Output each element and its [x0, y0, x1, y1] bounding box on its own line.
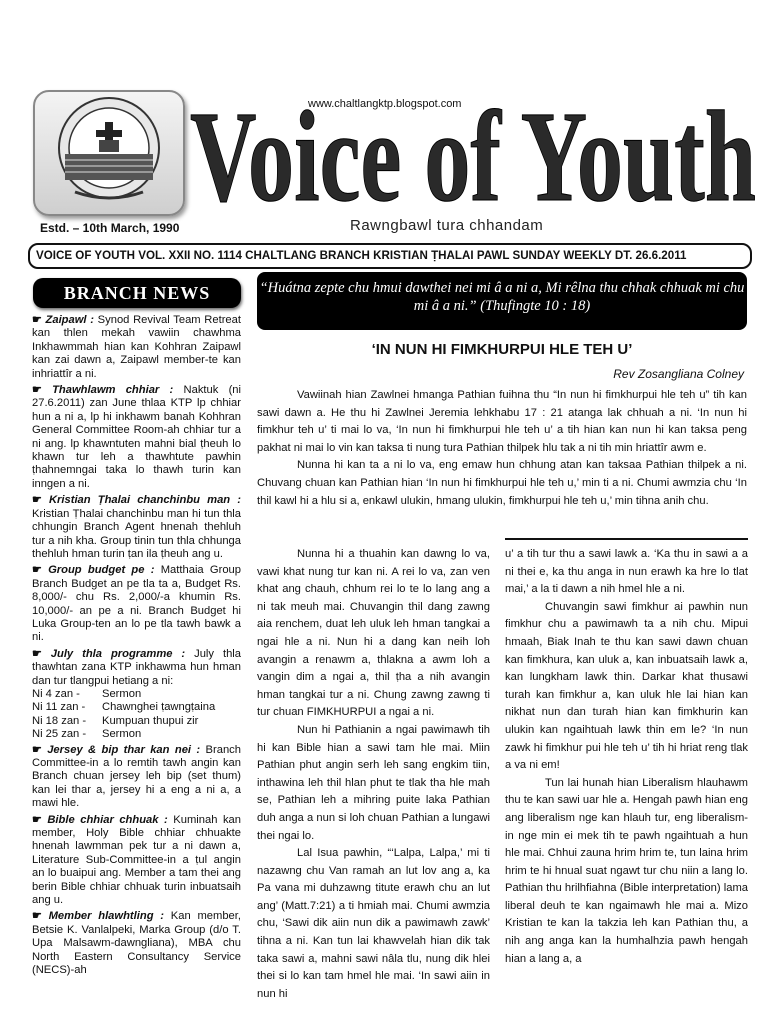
tagline: Rawngbawl tura chhandam	[350, 217, 544, 234]
programme-date: Ni 4 zan -	[32, 687, 80, 700]
scripture-quote: “Huátna zepte chu hmui dawthei nei mi â a ni a, Mi rêlna thu chhak chhuak mi chu mi â a ni.” (Thufingte 10 : 18)	[257, 272, 747, 330]
website-url[interactable]: www.chaltlangktp.blogspot.com	[308, 98, 462, 110]
news-item-text: July thla thawhtan zana KTP inkhawma hun hman dan tur tlangpui hetiang a ni:	[32, 647, 242, 687]
paragraph: Tun lai hunah hian Liberalism hlauhawm thu te kan sawi uar hle a. Hengah pawh hian eng ang liberalism nge kan hlauh tur, eng liberalism-in nge min ei mek tih te pawh ngaihtuah a hun hle mai. Chhui zauna hrim hrim te, tun laina hrim hrim te hi hnual suat ngawt tur chu niin a lang lo. Pathian thu hrilhfiahna (Bible interpretation) lama liberal deuh te kan ngaimawh hle mai a. Mizo Kristian te kan la takzia leh kan Pathian thu, a nih ang anga kan la humhalhzia pawh hengah hian a lang a, a	[505, 776, 748, 965]
news-item	[32, 814, 241, 908]
news-item-text: Kuminah kan member, Holy Bible chhiar chhuakte hnenah lawmman pek tur a ni dawn a, Literature Sub-Committee-in a ṭul angin an lo buaipui ang. Member a tam thei ang berin Bible chhiar chhuak turin inbuatsaih ang u.	[32, 813, 241, 907]
pointing-hand-icon: ☛	[32, 743, 48, 756]
programme-row	[32, 701, 241, 714]
issue-banner: VOICE OF YOUTH VOL. XXII NO. 1114 CHALTLANG BRANCH KRISTIAN ṬHALAI PAWL SUNDAY WEEKLY DT. 26.6.2011	[28, 243, 752, 269]
news-item	[32, 744, 241, 811]
pointing-hand-icon: ☛	[32, 314, 46, 326]
paragraph: Nun hi Pathianin a ngai pawimawh tih hi kan Bible hian a sawi tam hle mai. Miin Pathian phut angin serh leh sang engkim tiin, inthawina leh thil hlan phut te tlak tha hle mah se, Pathian leh a mihring puite laka Pathian duh anga a nun si loh chuan Pathian a lungawi thei ngai lo.	[257, 723, 490, 842]
paragraph: u’ a tih tur thu a sawi lawk a. ‘Ka thu in sawi a a ni thei e, ka thu anga in nun erawh ka hre lo tlat mai,’ a la ti dawn a nih hmel hle a ni.	[505, 548, 748, 596]
article-column-left	[257, 546, 490, 1003]
pointing-hand-icon: ☛	[32, 564, 49, 577]
programme-table	[32, 688, 241, 742]
news-item-title: Member hlawhtling :	[48, 910, 165, 923]
column-divider	[505, 538, 748, 540]
news-item-title: Kristian Ṭhalai chanchinbu man :	[48, 494, 241, 507]
paragraph: Nunna hi kan ta a ni lo va, eng emaw hun chhung atan kan taksaa Pathian thilpek a ni. Chuvang chuan kan Pathian hian ‘In nun hi fimkhurpui hle teh u,’ min ti a ni. Chumi awmzia chu ‘In thil kawl hi a hlu si a, enkawl ulukin, hmang ulukin, fimkhurpui hle teh u,’ min tihna anih chu.	[257, 459, 747, 507]
pointing-hand-icon: ☛	[32, 494, 49, 507]
news-item-title: Jersey & bip thar kan nei :	[47, 743, 201, 756]
news-item	[32, 648, 241, 688]
article-author: Rev Zosangliana Colney	[613, 367, 744, 381]
masthead-title	[188, 88, 758, 212]
programme-item: Chawnghei ṭawngṭaina	[102, 701, 216, 714]
branch-news-column	[32, 314, 241, 981]
pointing-hand-icon: ☛	[32, 647, 51, 660]
programme-item: Kumpuan thupui zir	[102, 714, 199, 727]
news-item-text: Matthaia Group Branch Budget an pe tla ta a, Budget Rs. 8,000/- chu Rs. 2,000/-a khumin Rs. 10,000/- an pe a ni. Branch Budget hi Luka Group-ten an lo pe tla tawh bawk a ni.	[32, 564, 242, 644]
news-item-title: Group budget pe :	[48, 564, 155, 577]
news-item-title: Zaipawl :	[45, 314, 94, 326]
paragraph: Vawiinah hian Zawlnei hmanga Pathian fuihna thu “In nun hi fimkhurpui hle teh u” tih kan sawi dawn a. He thu hi Zawlnei Jeremia lehkhabu 17 : 21 atanga lak chhuah a ni. ‘In nun hi fimkhur teh u’ ti mai lo va, ‘In nun hi fimkhurpui hle teh u’ a tih hian kan nun hi kan taksa peng pakhat ni mai lo vin kan taksa ti nung tura Pathian thilpek hlu tak a ni tih min hriattîr awm e.	[257, 389, 747, 454]
news-item-text: Kristian Ṭhalai chanchinbu man hi tun thla chhungin Branch Agent hnenah thehluh tur a nih kha. Group tinin tun thla chhunga thehluh hman turin ṭan ila ṭheuh ang u.	[32, 507, 241, 560]
news-item-title: Thawhlawm chhiar :	[52, 384, 174, 397]
programme-row	[32, 728, 241, 741]
programme-date: Ni 18 zan -	[32, 714, 87, 727]
news-item	[32, 384, 241, 491]
news-item	[32, 494, 241, 561]
pointing-hand-icon: ☛	[32, 910, 49, 923]
article-intro	[257, 387, 747, 510]
masthead-title-text: Voice of Youth	[190, 88, 756, 212]
paragraph: Lal Isua pawhin, “‘Lalpa, Lalpa,’ mi ti nazawng chu Van ramah an lut lov ang a, ka Pa vana mi duhzawng titute erawh chu an lut ang’ (Matt.7:21) a ti hmiah mai. Chumi awmzia chu, ‘Sawi dik aiin nun dik a pawimawh zawk’ tihna a ni. Kan tun lai khawvelah hian dik tak taka sawi a, mahni sawi nâla tlu, nung dik hlei thei si lo kan tam hmel hle mai. ‘In sawi aiin in nun hi	[257, 847, 490, 1000]
programme-date: Ni 11 zan -	[32, 701, 86, 714]
pointing-hand-icon: ☛	[32, 384, 53, 397]
article-title: ‘IN NUN HI FIMKHURPUI HLE TEH U’	[371, 341, 633, 358]
paragraph: Nunna hi a thuahin kan dawng lo va, vawi khat nung tur kan ni. A rei lo va, zan ven khat ang chauh, chhum rei lo te lo lang ang a ni tak meuh mai. Chuvangin thil dang zawng aia renchem, duat leh uluk leh hman tangkai a ngai hle a ni. Nun hi a dang kan neih loh avangin a renawm a, thlakna a awm loh a vangin dim a ngai a, thil ṭha a nih avangin hman tangkai tur a ni. Chung zawng zawng ti tur chuan FIMKHURPUI a ngai a ni.	[257, 548, 490, 719]
news-item-text: Branch Committee-in a lo remtih tawh angin kan Branch chuan jersey leh bip (set thum) kan lei thar a, jersey hi a eng a ni a, a mawi hle.	[32, 743, 241, 810]
news-item-title: July thla programme :	[50, 647, 186, 660]
news-item	[32, 314, 241, 381]
branch-news-heading: BRANCH NEWS	[33, 278, 241, 308]
programme-date: Ni 25 zan -	[32, 728, 87, 741]
article-column-right	[505, 546, 748, 968]
ktp-logo	[33, 90, 185, 216]
news-item	[32, 910, 241, 977]
news-item-text: Naktuk (ni 27.6.2011) zan June thlaa KTP lp chhiar hun a ni a, lp hi inkhawm banah Kohhran General Committee Room-ah chhiar tur a ni ang. lp khawntuten mahni bial ṭheuh lo khawn tur leh a thawhtute pawhin ṭhahnemngai taka lo thawh turin kan inngen a ni.	[32, 384, 242, 490]
established-date: Estd. – 10th March, 1990	[40, 221, 180, 235]
programme-item: Sermon	[102, 728, 142, 741]
paragraph: Chuvangin sawi fimkhur ai pawhin nun fimkhur chu a pawimawh ta a nih chu. Mipui hmaah, Biak Inah te thu kan sawi dawn chuan kan fimkhura, kan uluk a, kan inbuatsaih lawk a, kan lungkham lawk thin. Darkar khat thusawi turah kan fimkhur a, kan uluk hle lai hian kan nikhat nun dan turah hian kan fimkhurin kan ulukin kan ngaihtuah lawk thin em le? ‘In nun zawk hi fimkhur pui hle teh u’ tih hi hriat reng tlak a va ni em!	[505, 600, 748, 772]
pointing-hand-icon: ☛	[32, 813, 48, 826]
programme-row	[32, 688, 241, 701]
programme-item: Sermon	[102, 687, 142, 700]
news-item-text: Kan member, Betsie K. Vanlalpeki, Marka Group (d/o T. Upa Malsawm-dawngliana), MBA chu North Eastern Consultancy Service (NECS)-ah	[32, 910, 241, 977]
news-item-text: Synod Revival Team Retreat kan thlen mekah vawiin chawhma Inkhawmmah hian kan Kohhran Zaipawl kan zai dawn a, Zaipawl member-te kan inhriattîr a ni.	[32, 314, 241, 380]
programme-row	[32, 715, 241, 728]
news-item	[32, 564, 241, 644]
news-item-title: Bible chhiar chhuak :	[47, 813, 168, 826]
